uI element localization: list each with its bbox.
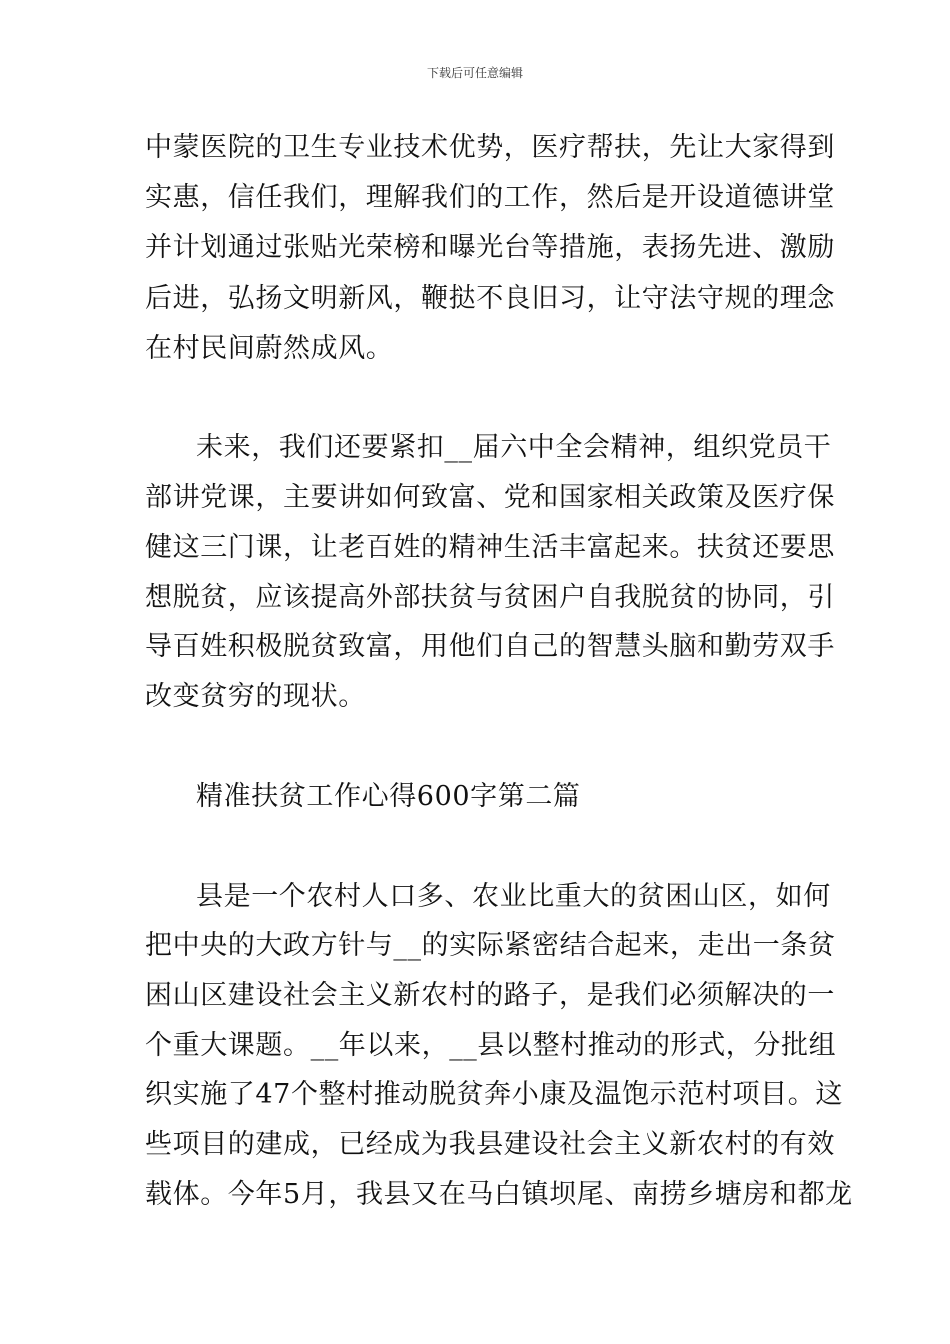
paragraph-line: 实惠，信任我们，理解我们的工作，然后是开设道德讲堂 [145,182,835,213]
paragraph-line: 健这三门课，让老百姓的精神生活丰富起来。扶贫还要思 [145,532,835,563]
paragraph-line: 部讲党课，主要讲如何致富、党和国家相关政策及医疗保 [145,482,835,513]
paragraph-line: 后进，弘扬文明新风，鞭挞不良旧习，让守法守规的理念 [145,283,835,314]
section-title: 精准扶贫工作心得600字第二篇 [196,781,581,812]
paragraph-line: 想脱贫，应该提高外部扶贫与贫困户自我脱贫的协同，引 [145,582,835,613]
paragraph-line: 中蒙医院的卫生专业技术优势，医疗帮扶，先让大家得到 [145,132,835,163]
paragraph-line: 未来，我们还要紧扣__届六中全会精神，组织党员干 [196,432,832,463]
paragraph-line: 载体。今年5月，我县又在马白镇坝尾、南捞乡塘房和都龙 [145,1179,853,1210]
paragraph-line: 导百姓积极脱贫致富，用他们自己的智慧头脑和勤劳双手 [145,631,835,662]
paragraph-line: 困山区建设社会主义新农村的路子，是我们必须解决的一 [145,980,835,1011]
paragraph-line: 些项目的建成，已经成为我县建设社会主义新农村的有效 [145,1129,835,1160]
paragraph-line: 并计划通过张贴光荣榜和曝光台等措施，表扬先进、激励 [145,232,835,263]
paragraph-line: 县是一个农村人口多、农业比重大的贫困山区，如何 [196,881,831,912]
paragraph-line: 个重大课题。__年以来，__县以整村推动的形式，分批组 [145,1030,837,1061]
paragraph-line: 在村民间蔚然成风。 [145,333,394,364]
paragraph-line: 改变贫穷的现状。 [145,681,366,712]
page-header-note: 下载后可任意编辑 [426,66,523,80]
paragraph-line: 把中央的大政方针与__的实际紧密结合起来，走出一条贫 [145,930,836,961]
paragraph-line: 织实施了47个整村推动脱贫奔小康及温饱示范村项目。这 [145,1079,843,1110]
